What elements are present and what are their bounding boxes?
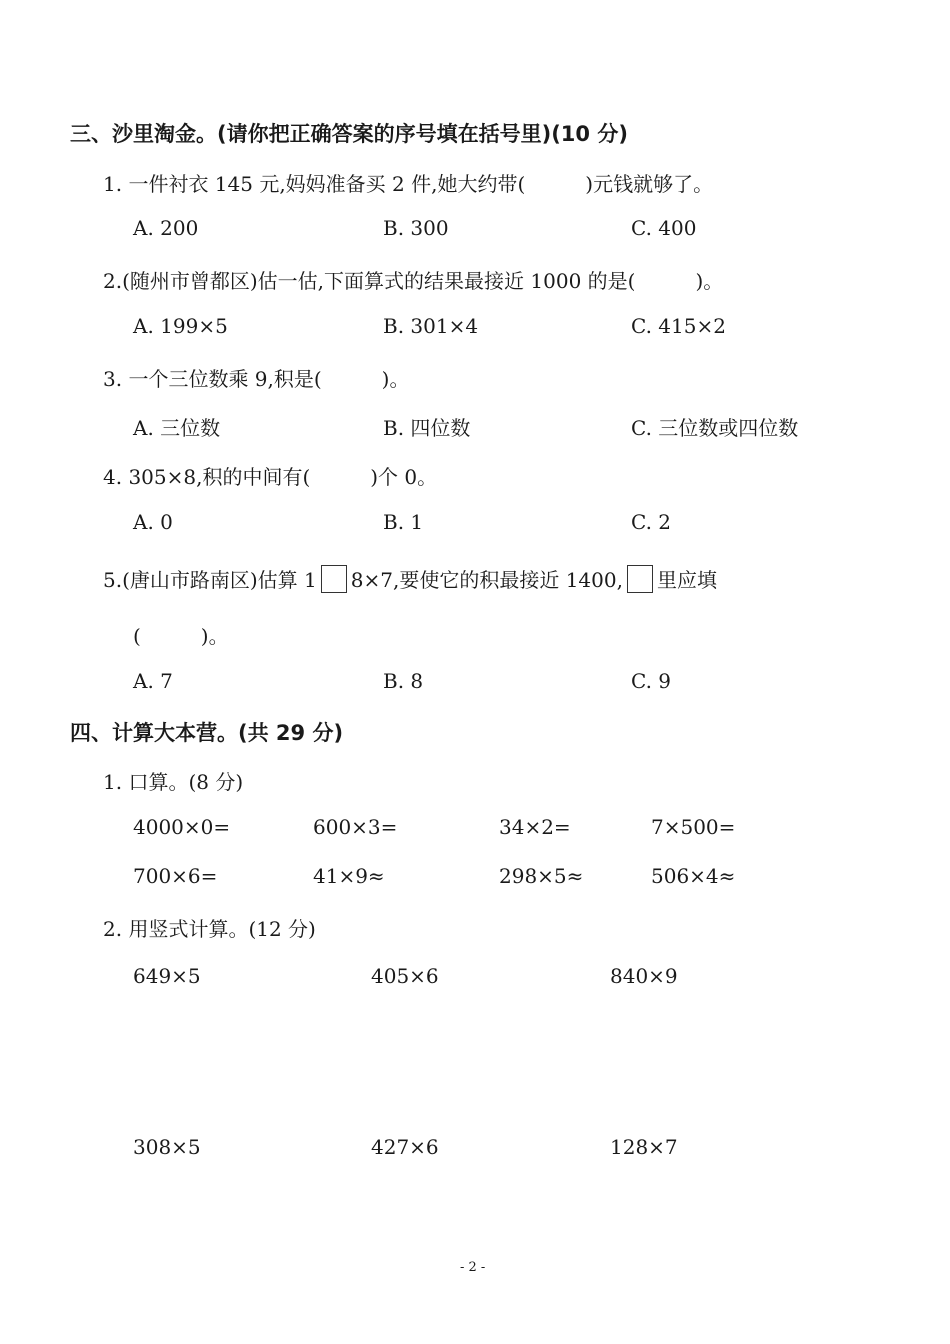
page-number: - 2 -	[460, 1260, 486, 1275]
oral-item: 41×9≈	[313, 864, 385, 888]
q4-option-a: A. 0	[133, 510, 173, 534]
q5-blank-line: ( )。	[133, 624, 229, 648]
question-5	[103, 564, 717, 593]
oral-item: 506×4≈	[651, 864, 736, 888]
vertical-item: 840×9	[610, 964, 678, 988]
q4-option-b: B. 1	[383, 510, 424, 534]
oral-item: 4000×0=	[133, 815, 231, 839]
q1-option-a: A. 200	[133, 216, 199, 240]
oral-item: 298×5≈	[499, 864, 584, 888]
q2-option-b: B. 301×4	[383, 314, 479, 338]
q1-option-c: C. 400	[631, 216, 697, 240]
oral-calc-title: 1. 口算。(8 分)	[103, 770, 244, 794]
oral-item: 7×500=	[651, 815, 736, 839]
question-4: 4. 305×8,积的中间有( )个 0。	[103, 465, 438, 489]
oral-item: 600×3=	[313, 815, 398, 839]
q5-option-c: C. 9	[631, 669, 672, 693]
q5-option-b: B. 8	[383, 669, 424, 693]
answer-box[interactable]	[627, 565, 653, 593]
q5-text-c: 里应填	[656, 568, 717, 592]
vertical-item: 128×7	[610, 1135, 678, 1159]
oral-item: 700×6=	[133, 864, 218, 888]
q1-option-b: B. 300	[383, 216, 449, 240]
vertical-item: 649×5	[133, 964, 201, 988]
q5-text-b: 8×7,要使它的积最接近 1400,	[350, 568, 623, 592]
q2-option-c: C. 415×2	[631, 314, 726, 338]
q5-option-a: A. 7	[133, 669, 173, 693]
q5-text-a: 5.(唐山市路南区)估算 1	[103, 568, 317, 592]
q4-option-c: C. 2	[631, 510, 672, 534]
oral-item: 34×2=	[499, 815, 571, 839]
vertical-item: 308×5	[133, 1135, 201, 1159]
question-3: 3. 一个三位数乘 9,积是( )。	[103, 367, 410, 391]
q3-option-a: A. 三位数	[133, 416, 221, 440]
q3-option-c: C. 三位数或四位数	[631, 416, 799, 440]
question-1: 1. 一件衬衣 145 元,妈妈准备买 2 件,她大约带( )元钱就够了。	[103, 172, 714, 196]
section4-title: 四、计算大本营。(共 29 分)	[70, 721, 344, 745]
vertical-item: 405×6	[371, 964, 439, 988]
answer-box[interactable]	[321, 565, 347, 593]
q2-option-a: A. 199×5	[133, 314, 228, 338]
vertical-item: 427×6	[371, 1135, 439, 1159]
q3-option-b: B. 四位数	[383, 416, 471, 440]
question-2: 2.(随州市曾都区)估一估,下面算式的结果最接近 1000 的是( )。	[103, 269, 724, 293]
vertical-calc-title: 2. 用竖式计算。(12 分)	[103, 917, 316, 941]
section3-title: 三、沙里淘金。(请你把正确答案的序号填在括号里)(10 分)	[70, 122, 628, 146]
